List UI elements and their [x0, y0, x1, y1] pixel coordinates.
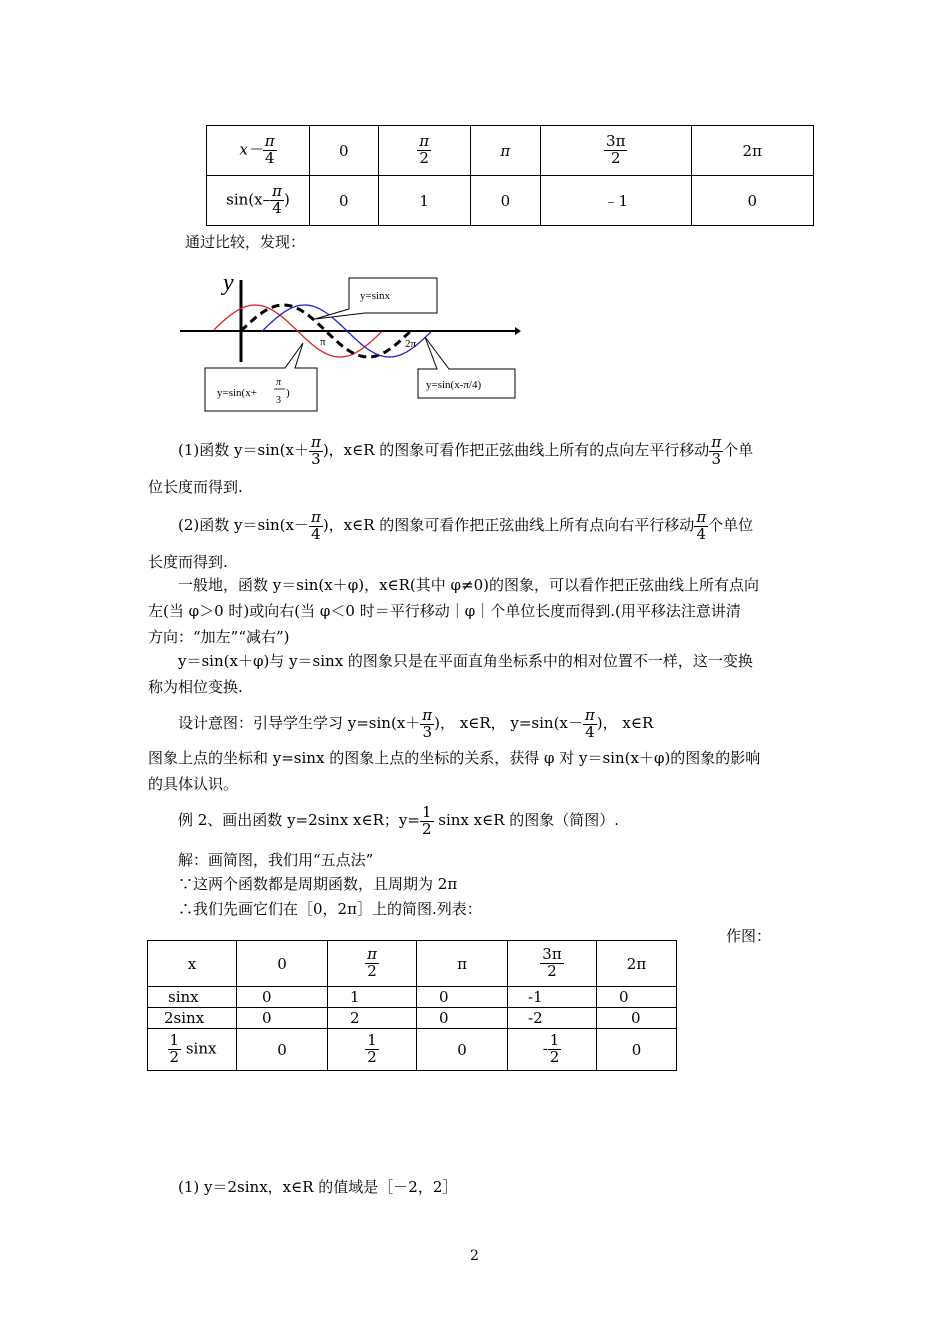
para-3-line-1: 一般地，函数 y＝sin(x＋φ)，x∈R(其中 φ≠0)的图象，可以看作把正弦曲线上所有点向	[178, 576, 760, 594]
para-1-line-1: (1)函数 y＝sin(x＋ $\frac{\pi}{3}$ )，x∈R 的图象可看作把正弦曲线上所有的点向左平行移动 $\frac{\pi}{3}$ 个单	[178, 432, 754, 468]
table-cell: -1	[508, 987, 597, 1008]
para-1-line-2: 位长度而得到.	[148, 478, 243, 496]
table-cell: 2	[328, 1008, 417, 1029]
design-line-1: 设计意图：引导学生学习 y=sin(x＋ $\frac{\pi}{3}$ )， x∈R， y=sin(x－ $\frac{\pi}{4}$ )， x∈R	[178, 705, 654, 741]
label-plus-prefix: y=sin(x+	[217, 387, 257, 399]
label-plus-den: 3	[276, 395, 281, 406]
table-header-cell: 2π	[597, 941, 677, 987]
table-header-cell: sin(x– $\frac{\pi}{4}$ )	[207, 176, 310, 226]
solution-line-3: ∴我们先画它们在［0，2π］上的简图.列表：	[178, 900, 482, 918]
label-plus-num: π	[276, 377, 282, 388]
para-3-line-2: 左(当 φ＞0 时)或向右(当 φ＜0 时＝平行移动｜φ｜个单位长度而得到.(用平移法注意讲清	[148, 602, 741, 620]
page-number: 2	[470, 1248, 479, 1264]
range-text: (1) y＝2sinx，x∈R 的值域是［－2，2］	[178, 1178, 458, 1196]
table-cell: 0	[310, 176, 379, 226]
table-cell: 0	[597, 987, 677, 1008]
shift-table	[206, 125, 814, 226]
table-cell: 0	[417, 987, 508, 1008]
table-cell: 2π	[691, 126, 813, 176]
five-point-table	[147, 940, 677, 1071]
table-cell: $\frac{3\pi}{2}$	[540, 126, 691, 176]
table-cell: 0	[237, 1029, 328, 1071]
para-4-line-1: y＝sin(x＋φ)与 y＝sinx 的图象只是在平面直角坐标系中的相对位置不一样，这一变换	[178, 652, 753, 670]
table-cell: π	[470, 126, 540, 176]
table-header-cell: $\frac{\pi}{2}$	[328, 941, 417, 987]
table-cell: 0	[417, 1029, 508, 1071]
y-axis-label: y	[223, 270, 234, 296]
tick-pi: π	[320, 336, 326, 348]
table-cell: 0	[597, 1008, 677, 1029]
table-cell: 0	[417, 1008, 508, 1029]
table-cell: 1	[378, 176, 470, 226]
table-cell: 0	[237, 987, 328, 1008]
x-axis-arrow	[515, 327, 521, 335]
table-header-cell: π	[417, 941, 508, 987]
para-2-line-1: (2)函数 y＝sin(x－ $\frac{\pi}{4}$ )，x∈R 的图象可看作把正弦曲线上所有点向右平行移动 $\frac{\pi}{4}$ 个单位	[178, 507, 754, 543]
table-cell: 1	[328, 987, 417, 1008]
table-cell: $\frac{1}{2}$ sinx	[148, 1029, 237, 1071]
design-line-3: 的具体认识。	[148, 775, 239, 793]
draw-label: 作图：	[726, 927, 772, 945]
para-2-line-2: 长度而得到.	[148, 553, 228, 571]
table-cell: $\frac{1}{2}$	[328, 1029, 417, 1071]
table-cell: 0	[470, 176, 540, 226]
solution-line-2: ∵这两个函数都是周期函数，且周期为 2π	[178, 875, 458, 893]
label-sinx: y=sinx	[360, 290, 391, 302]
table-header-cell: 0	[237, 941, 328, 987]
compare-text: 通过比较，发现：	[185, 233, 306, 251]
table-cell: - $\frac{1}{2}$	[508, 1029, 597, 1071]
table-cell: ﹣1	[540, 176, 691, 226]
callout-sin-x-plus	[205, 343, 317, 411]
example-2: 例 2、画出函数 y=2sinx x∈R；y= $\frac{1}{2}$ sinx x∈R 的图象（简图）.	[178, 802, 620, 838]
table-cell: 0	[597, 1029, 677, 1071]
table-cell: 0	[237, 1008, 328, 1029]
para-3-line-3: 方向：“加左”“减右”)	[148, 628, 290, 646]
table-cell: 2sinx	[148, 1008, 237, 1029]
table-header-cell: $\frac{3\pi}{2}$	[508, 941, 597, 987]
table-header-cell: x	[148, 941, 237, 987]
table-cell: 0	[310, 126, 379, 176]
sine-shift-figure	[175, 265, 525, 417]
label-minus: y=sin(x-π/4)	[426, 379, 482, 391]
tick-2pi: 2π	[405, 338, 417, 350]
table-header-cell: x－ $\frac{\pi}{4}$	[207, 126, 310, 176]
table-cell: 0	[691, 176, 813, 226]
label-plus-suffix: )	[286, 387, 290, 399]
table-cell: -2	[508, 1008, 597, 1029]
table-cell: sinx	[148, 987, 237, 1008]
solution-line-1: 解：画简图，我们用“五点法”	[178, 851, 374, 869]
para-4-line-2: 称为相位变换.	[148, 678, 243, 696]
table-cell: $\frac{\pi}{2}$	[378, 126, 470, 176]
design-line-2: 图象上点的坐标和 y=sinx 的图象上点的坐标的关系，获得 φ 对 y＝sin(x＋φ)的图象的影响	[148, 749, 761, 767]
